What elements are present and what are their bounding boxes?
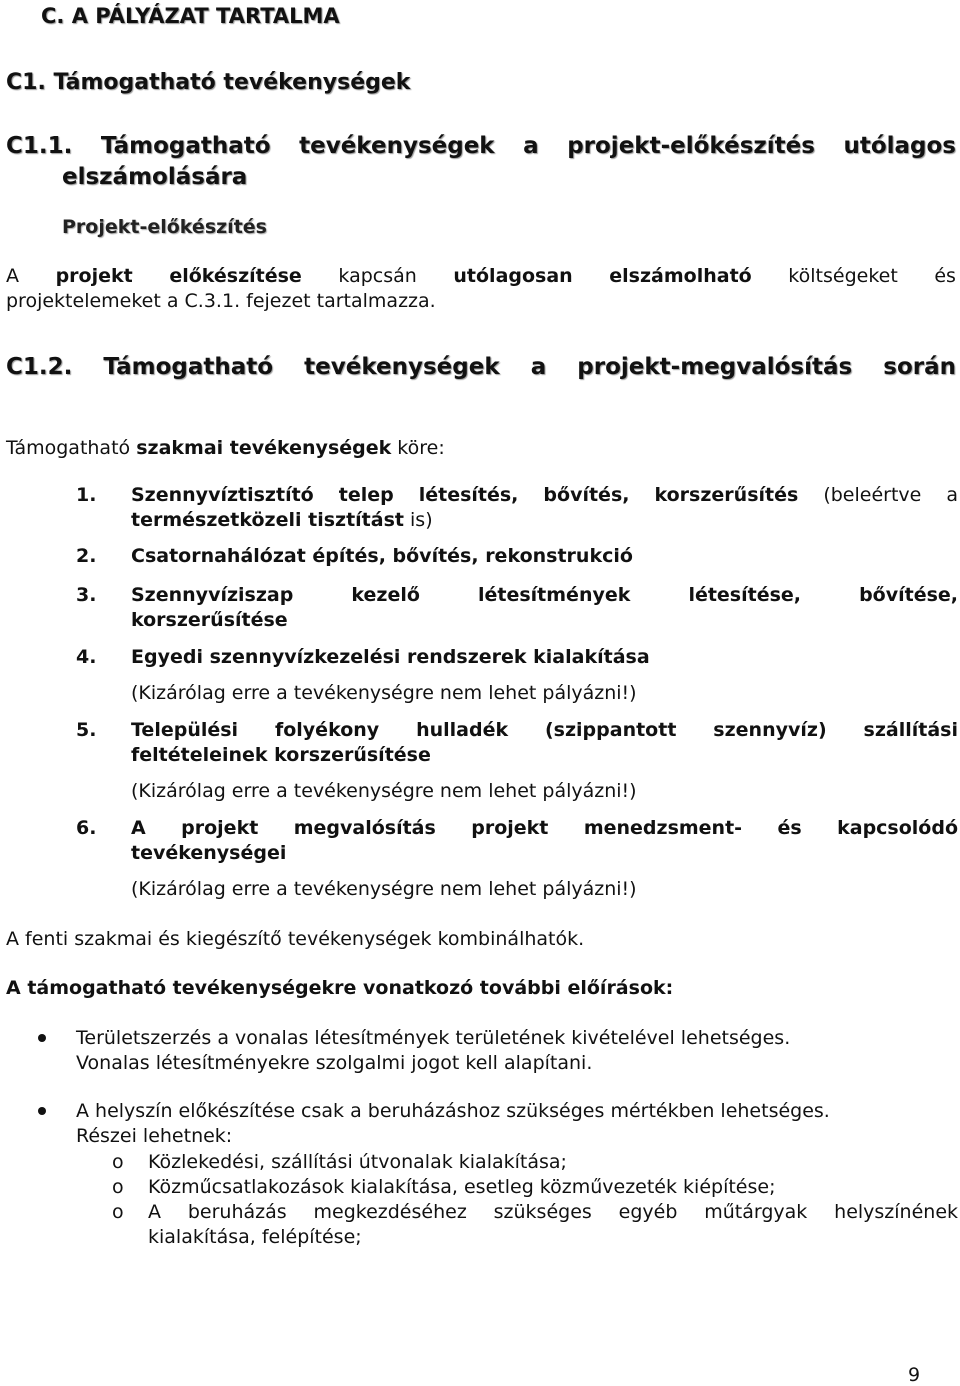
bullet-dot bbox=[38, 1107, 46, 1115]
section-title: C. A PÁLYÁZAT TARTALMA bbox=[41, 4, 340, 28]
list-item-3-line1: Szennyvíziszap kezelő létesítmények létesítése, bővítése, bbox=[131, 584, 959, 606]
list-item-1-line2: természetközeli tisztítást is) bbox=[131, 509, 433, 531]
bullet-1-line1: Területszerzés a vonalas létesítmények területének kivételével lehetséges. bbox=[76, 1027, 791, 1049]
list-item-5-line1: Települési folyékony hulladék (szippantott szennyvíz) szállítási bbox=[131, 719, 958, 741]
further-rules-heading: A támogatható tevékenységekre vonatkozó további előírások: bbox=[6, 977, 674, 999]
list-item-6-line1: A projekt megvalósítás projekt menedzsment- és kapcsolódó bbox=[131, 817, 959, 839]
paragraph-line2: projektelemeket a C.3.1. fejezet tartalmazza. bbox=[6, 290, 436, 312]
sub-bullet-3-line2: kialakítása, felépítése; bbox=[148, 1226, 362, 1248]
sub-bullet-2: Közműcsatlakozások kialakítása, esetleg közművezeték kiépítése; bbox=[148, 1176, 776, 1198]
sub-bullet-marker: o bbox=[112, 1201, 124, 1223]
list-item-number: 1. bbox=[76, 484, 97, 506]
list-item-4: Egyedi szennyvízkezelési rendszerek kialakítása bbox=[131, 646, 650, 668]
sub-bullet-3-line1: A beruházás megkezdéséhez szükséges egyéb műtárgyak helyszínének bbox=[148, 1201, 959, 1223]
c12-heading: C1.2. Támogatható tevékenységek a projekt-megvalósítás során bbox=[6, 354, 956, 380]
list-item-number: 6. bbox=[76, 817, 97, 839]
paragraph-line1: A projekt előkészítése kapcsán utólagosan elszámolható költségeket és bbox=[6, 265, 956, 287]
sub-bullet-1: Közlekedési, szállítási útvonalak kialakítása; bbox=[148, 1151, 567, 1173]
sub-bullet-marker: o bbox=[112, 1151, 124, 1173]
bullet-1-line2: Vonalas létesítményekre szolgalmi jogot kell alapítani. bbox=[76, 1052, 593, 1074]
list-item-5-note: (Kizárólag erre a tevékenységre nem lehet pályázni!) bbox=[131, 780, 637, 802]
list-item-number: 4. bbox=[76, 646, 97, 668]
c1-heading: C1. Támogatható tevékenységek bbox=[6, 70, 411, 95]
list-item-2: Csatornahálózat építés, bővítés, rekonstrukció bbox=[131, 545, 633, 567]
bullet-2-line1: A helyszín előkészítése csak a beruházáshoz szükséges mértékben lehetséges. bbox=[76, 1100, 830, 1122]
list-item-6-note: (Kizárólag erre a tevékenységre nem lehet pályázni!) bbox=[131, 878, 637, 900]
page-number: 9 bbox=[908, 1364, 921, 1386]
list-item-5-line2: feltételeinek korszerűsítése bbox=[131, 744, 431, 766]
bullet-dot bbox=[38, 1034, 46, 1042]
list-item-6-line2: tevékenységei bbox=[131, 842, 287, 864]
list-item-number: 3. bbox=[76, 584, 97, 606]
list-item-1-line1: Szennyvíztisztító telep létesítés, bővítés, korszerűsítés (beleértve a bbox=[131, 484, 959, 506]
c11-heading-line1: C1.1. Támogatható tevékenységek a projekt-előkészítés utólagos bbox=[6, 133, 956, 159]
list-item-3-line2: korszerűsítése bbox=[131, 609, 288, 631]
list-item-number: 2. bbox=[76, 545, 97, 567]
bullet-2-line2: Részei lehetnek: bbox=[76, 1125, 233, 1147]
list-item-4-note: (Kizárólag erre a tevékenységre nem lehet pályázni!) bbox=[131, 682, 637, 704]
sub-bullet-marker: o bbox=[112, 1176, 124, 1198]
intro-line: Támogatható szakmai tevékenységek köre: bbox=[6, 437, 445, 459]
subheading-projekt-elokeszites: Projekt-előkészítés bbox=[62, 216, 267, 238]
c11-heading-line2: elszámolására bbox=[62, 164, 248, 190]
combine-note: A fenti szakmai és kiegészítő tevékenységek kombinálhatók. bbox=[6, 928, 585, 950]
list-item-number: 5. bbox=[76, 719, 97, 741]
